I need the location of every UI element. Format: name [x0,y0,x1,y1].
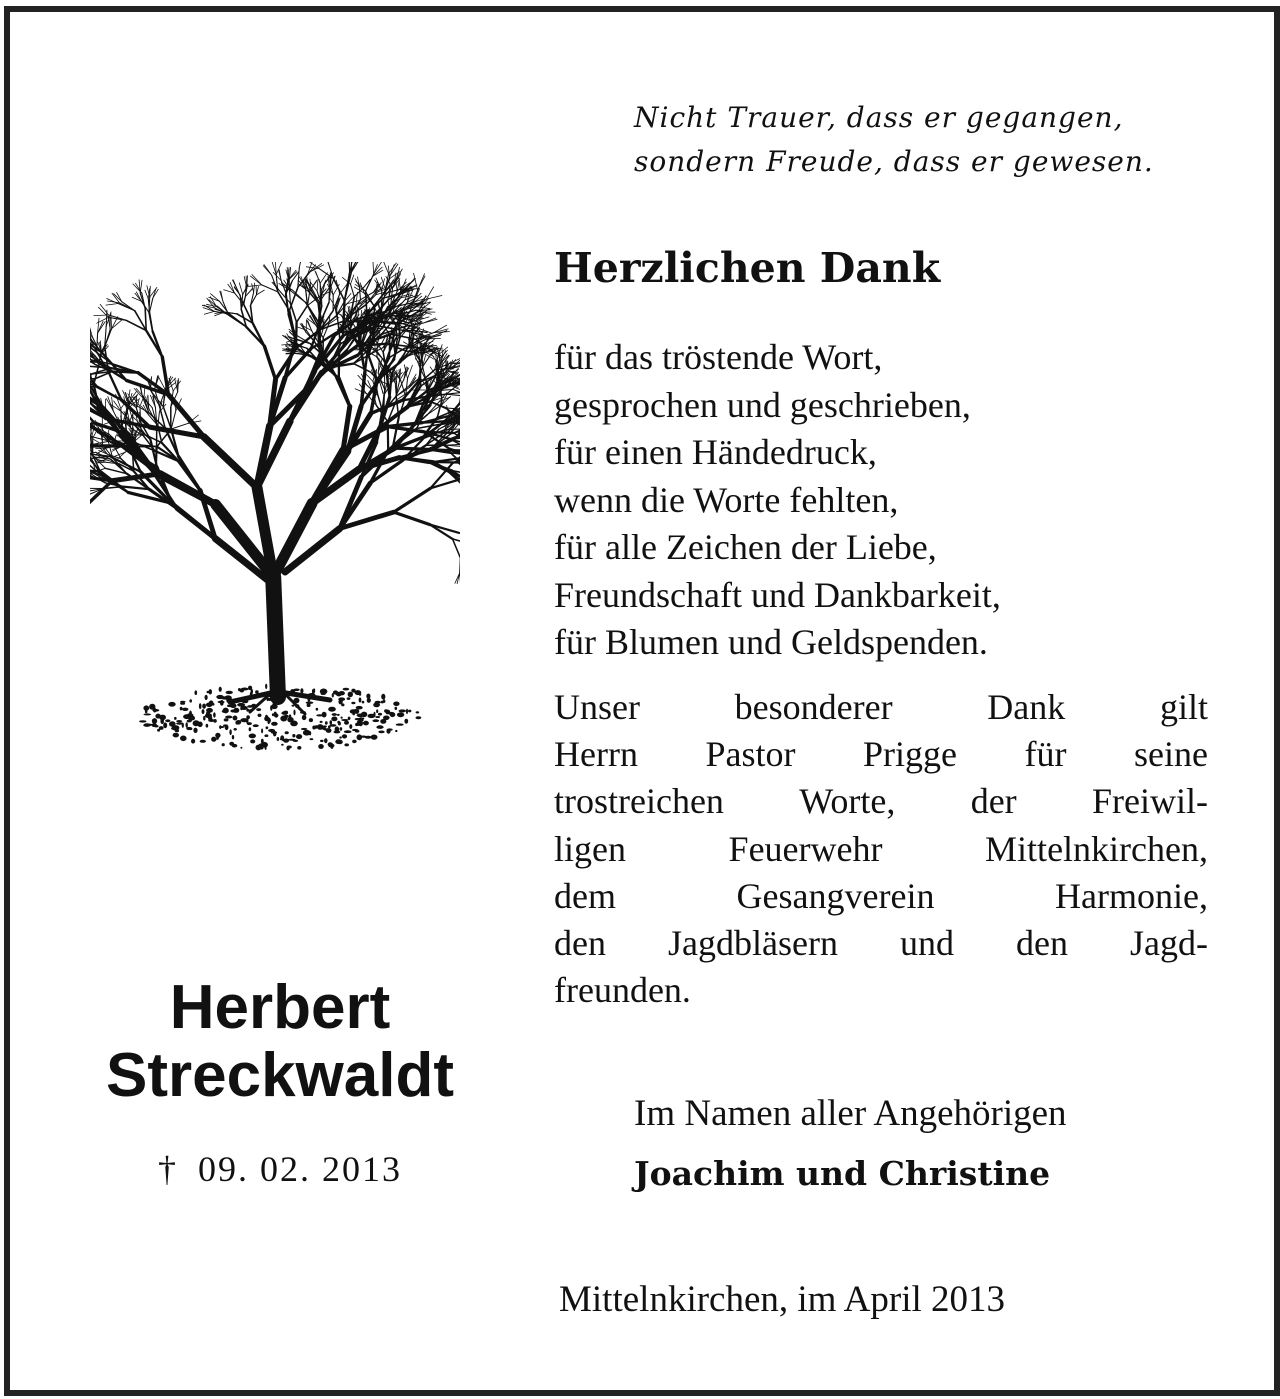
special-thanks-line [554,826,1208,873]
special-thanks-word: trostreichen [554,781,724,822]
special-thanks-word: Feuerwehr [728,828,883,869]
deceased-name [50,974,510,1110]
special-thanks-word: Herrn [554,734,638,775]
special-thanks-word: ligen [554,828,626,869]
special-thanks-line [554,920,1208,967]
special-thanks-word: und [899,923,954,964]
special-thanks-word: Dank [987,687,1066,727]
motto-quote [634,96,1154,184]
thanks-line: für einen Händedruck, [554,432,877,472]
special-thanks-word: Gesangverein [736,875,935,916]
place-date: Mittelnkirchen, im April 2013 [559,1279,1006,1320]
special-thanks-word: Worte, [799,781,896,822]
deceased-last-name: Streckwaldt [105,1041,455,1110]
tree-icon [90,262,460,762]
special-thanks-line [554,778,1208,825]
special-thanks-word: dem [554,875,616,916]
special-thanks-word: Prigge [862,734,957,775]
special-thanks-word: der [970,781,1017,822]
special-thanks-text [554,684,1208,1014]
thanks-line: Freundschaft und Dankbarkeit, [554,574,1001,615]
special-thanks-line [554,873,1208,920]
thanks-line: für alle Zeichen der Liebe, [554,527,937,567]
special-thanks-word: Jagdbläsern [668,923,838,964]
thanks-heading: Herzlichen Dank [554,244,941,292]
signature-names: Joachim und Christine [634,1154,1051,1193]
special-thanks-word: Freiwil- [1092,781,1208,822]
special-thanks-line [554,731,1208,778]
special-thanks-word: Pastor [705,734,796,775]
thanks-text [554,334,1001,667]
special-thanks-line: freunden. [554,970,691,1011]
special-thanks-line [554,684,1208,731]
special-thanks-word: den [1015,923,1068,964]
thanks-line: gesprochen und geschrieben, [554,384,971,425]
death-date-value: 09. 02. 2013 [198,1149,402,1189]
special-thanks-word: Mittelnkirchen, [985,828,1208,869]
thanks-line: für das tröstende Wort, [554,337,883,377]
special-thanks-word: seine [1134,734,1208,775]
special-thanks-word: Unser [554,687,640,727]
special-thanks-word: Harmonie, [1055,875,1208,916]
special-thanks-word: für [1024,734,1067,775]
death-date [50,1148,510,1190]
special-thanks-word: besonderer [734,687,893,727]
thanks-line: für Blumen und Geldspenden. [554,622,988,662]
deceased-first-name: Herbert [169,973,391,1042]
motto-line-2: sondern Freude, dass er gewesen. [634,145,1154,178]
obituary-notice [4,6,1280,1396]
special-thanks-word: gilt [1159,687,1208,727]
special-thanks-word: den [554,923,606,964]
signature-intro: Im Namen aller Angehörigen [634,1093,1067,1134]
motto-line-1: Nicht Trauer, dass er gegangen, [634,101,1124,134]
thanks-line: wenn die Worte fehlten, [554,479,899,520]
special-thanks-word: Jagd- [1129,923,1208,964]
cross-icon: † [158,1149,178,1189]
